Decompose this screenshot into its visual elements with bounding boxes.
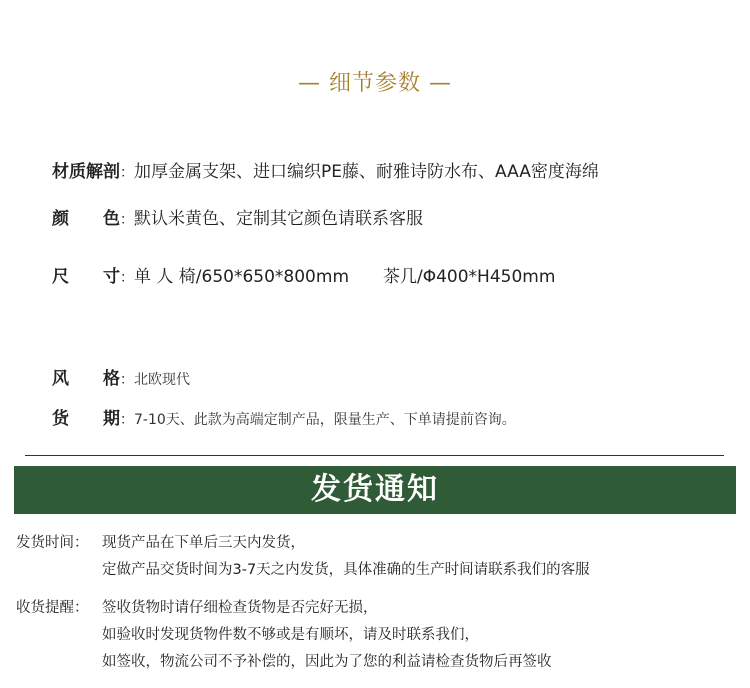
spec-material-label: 材质解剖 — [52, 162, 120, 182]
spec-size-label: 尺 寸 — [52, 267, 120, 287]
spec-style-colon: ： — [120, 372, 134, 388]
spec-size-value: 单 人 椅/650*650*800mm 茶几/Φ400*H450mm — [134, 267, 556, 287]
spec-delivery-colon: ： — [120, 412, 134, 428]
ship-time-line-2: 定做产品交货时间为3-7天之内发货，具体准确的生产时间请联系我们的客服 — [102, 562, 590, 578]
ship-time-label: 发货时间： — [16, 535, 89, 551]
spec-delivery-value: 7-10天、此款为高端定制产品，限量生产、下单请提前咨询。 — [134, 412, 516, 428]
spec-size-colon: ： — [120, 270, 134, 286]
receipt-label: 收货提醒： — [16, 600, 89, 616]
spec-material — [52, 157, 599, 182]
spec-material-value: 加厚金属支架、进口编织PE藤、耐雅诗防水布、AAA密度海绵 — [134, 162, 599, 182]
spec-style-label: 风 格 — [52, 369, 120, 389]
spec-delivery — [52, 404, 516, 429]
spec-color-value: 默认米黄色、定制其它颜色请联系客服 — [134, 209, 423, 229]
receipt-line-3: 如签收，物流公司不予补偿的，因此为了您的利益请检查货物后再签收 — [102, 654, 552, 670]
spec-size — [52, 262, 555, 287]
ship-time-line-1: 现货产品在下单后三天内发货， — [102, 535, 305, 551]
divider — [25, 455, 724, 456]
shipping-notice-banner: 发货通知 — [14, 466, 736, 514]
spec-material-colon: ： — [120, 165, 134, 181]
section-title: — 细节参数 — — [298, 71, 452, 96]
spec-style-value: 北欧现代 — [134, 372, 190, 388]
spec-color — [52, 204, 423, 229]
spec-color-colon: ： — [120, 212, 134, 228]
spec-color-label: 颜 色 — [52, 209, 120, 229]
spec-style — [52, 364, 190, 389]
receipt-line-2: 如验收时发现货物件数不够或是有顺坏，请及时联系我们， — [102, 627, 479, 643]
spec-delivery-label: 货 期 — [52, 409, 120, 429]
receipt-line-1: 签收货物时请仔细检查货物是否完好无损， — [102, 600, 378, 616]
